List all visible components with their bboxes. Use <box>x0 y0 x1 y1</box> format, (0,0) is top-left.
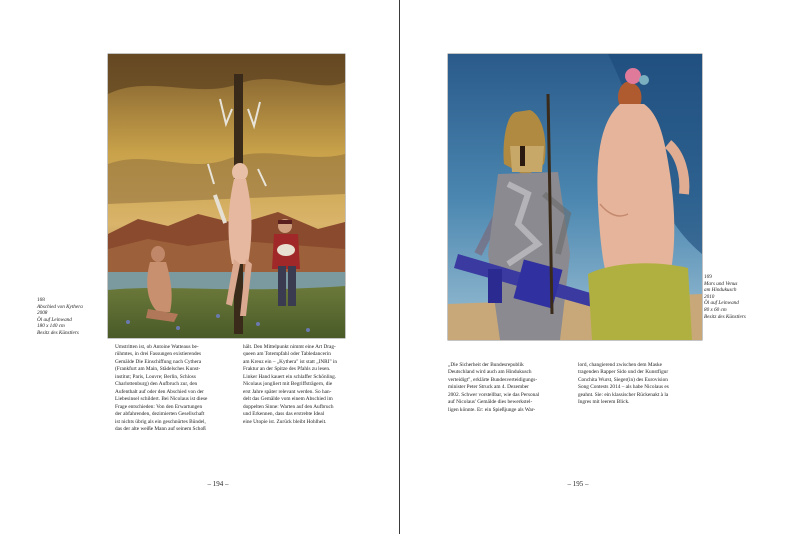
caption-title: Mars und Venus <box>704 280 738 287</box>
right-text-column-2: lord, changierend zwischen dem Maske tragenden Rapper Sido und der Kunstfigur Conchita Wurst, Sieger(in) des Eurovision Song Contests 2014 – als habe Nicolaus es geahnt. Sie: ein klassischer Rückenakt à la Ingres mit leerem Blick. <box>578 362 669 406</box>
caption-size: 180 x 140 cm <box>37 323 65 330</box>
right-page <box>400 0 800 534</box>
caption-size: 80 x 60 cm <box>704 306 727 313</box>
right-text-column-1: „Die Sicherheit der Bundesrepublik Deutschland wird auch am Hindukusch verteidigt", erklärte Bundesverteidigungs- minister Peter Struck am 4. Dezember 2002. Schwer vorstellbar, wie das Personal auf Nicolaus' Gemälde dies bewerkstel- ligen könnte. Er: ein Spießjunge als War- <box>448 362 540 413</box>
caption-owner: Besitz des Künstlers <box>37 329 79 336</box>
page-number-194: – 194 – <box>207 480 229 488</box>
caption-medium: Öl auf Leinwand <box>37 316 72 323</box>
caption-169 <box>704 274 784 320</box>
page-number-195: – 195 – <box>567 480 589 488</box>
caption-year: 2010 <box>704 293 715 300</box>
caption-168 <box>37 297 107 337</box>
caption-title: Abschied von Kythera <box>37 303 83 310</box>
left-text-column-1: Umstritten ist, ob Antoine Watteaus be- rühmtes, in drei Fassungen existierendes Gemälde Die Einschiffung nach Cythera (Frankfurt am Main, Städelsches Kunst- institut; Paris, Louvre; Berlin, Schloss Charlottenburg) den Aufbruch zur, den Aufenthalt auf oder den Abschied von der Liebesinsel schildert. Bei Nicolaus ist diese Frage entschieden: Von den Erwartungen der abfahrenden, dezimierten Gesellschaft ist nichts übrig als ein geschnürtes Bündel, das der alte weiße Mann auf seinem Schoß <box>115 344 208 432</box>
caption-number: 169 <box>704 274 712 280</box>
caption-number: 168 <box>37 297 45 303</box>
caption-medium: Öl auf Leinwand <box>704 300 739 307</box>
painting-mars-und-venus <box>448 54 702 340</box>
painting-abschied-von-kythera <box>108 54 345 338</box>
caption-year: 2008 <box>37 310 48 317</box>
caption-owner: Besitz des Künstlers <box>704 313 746 320</box>
left-text-column-2: hält. Den Mittelpunkt nimmt eine Art Drag- queen am Totempfahl oder Tabledancerin am Kreuz ein – „Kythera" ist statt „INRI" in Fraktur an der Spitze des Pfahls zu lesen. Linker Hand kauert ein schlaffer Schönling. Nicolaus jongliert mit Begriffsträgern, die erst Jahre später relevant werden. So han- delt das Gemälde vom einem Abschied im doppelten Sinne: Warten auf den Aufbruch und Erkennen, dass das erstrebte Ideal eine Utopie ist. Zurück bleibt Hohlheit. <box>243 344 338 425</box>
caption-subtitle: am Hindukusch <box>704 287 737 294</box>
